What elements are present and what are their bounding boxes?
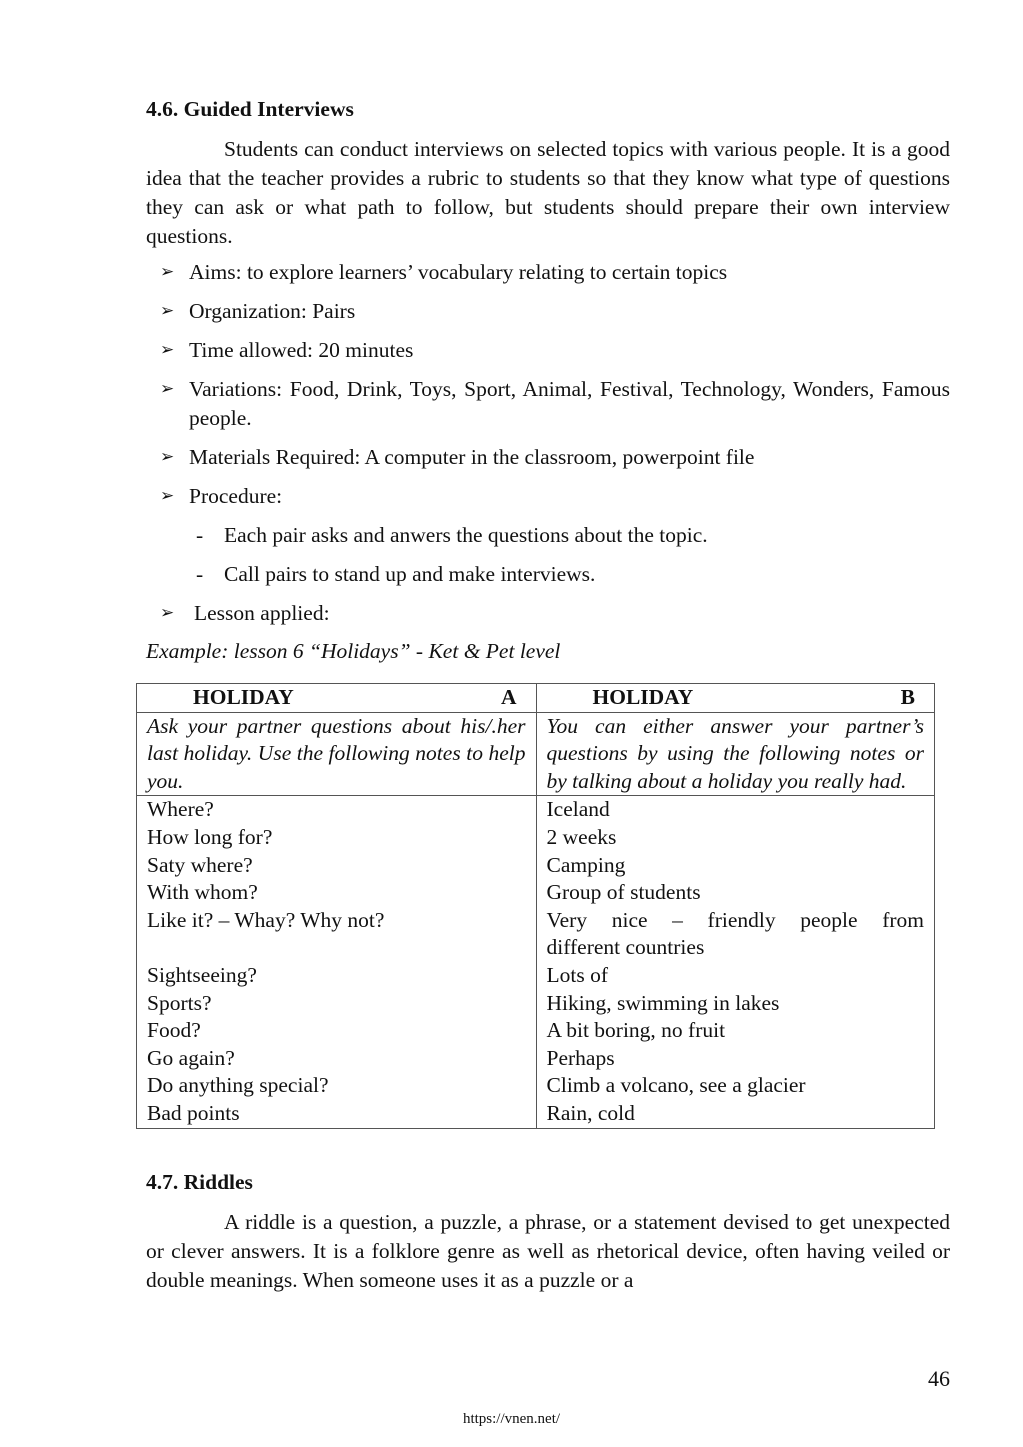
answer-item: Lots of xyxy=(546,962,609,987)
procedure-steps xyxy=(146,521,950,589)
answer-item: Hiking, swimming in lakes xyxy=(546,990,780,1015)
bullet-time: ➢ Time allowed: 20 minutes xyxy=(146,336,950,365)
answer-item: Camping xyxy=(546,852,626,877)
table-instruction-row xyxy=(137,712,935,796)
intro-paragraph: Students can conduct interviews on selected topics with various people. It is a good idea that the teacher provides a rubric to students so that they know what type of questions they can ask or what path to follow, but students should prepare their own interview questions. xyxy=(146,137,950,248)
procedure-step: - Each pair asks and anwers the questions about the topic. xyxy=(196,523,708,547)
arrow-bullet-icon: ➢ xyxy=(160,447,175,467)
section-heading: 4.7. Riddles xyxy=(146,1170,253,1194)
activity-details-list xyxy=(146,258,950,511)
bullet-materials: ➢ Materials Required: A computer in the classroom, powerpoint file xyxy=(146,443,950,472)
answer-item: A bit boring, no fruit xyxy=(546,1018,726,1043)
instruction-a: Ask your partner questions about his/.her last holiday. Use the following notes to help you. xyxy=(137,712,537,796)
riddles-paragraph: A riddle is a question, a puzzle, a phrase, or a statement devised to get unexpected or clever answers. It is a folklore genre as well as rhetorical device, often having veiled or double meanings. When someone uses it as a puzzle or a xyxy=(146,1210,950,1292)
procedure-step: - Call pairs to stand up and make interviews. xyxy=(196,562,596,586)
bullet-variations: ➢ Variations: Food, Drink, Toys, Sport, Animal, Festival, Technology, Wonders, Famous people. xyxy=(160,377,950,430)
question-item: Food? xyxy=(147,1018,201,1043)
answers-cell xyxy=(536,796,935,1128)
section-heading: 4.6. Guided Interviews xyxy=(146,97,354,121)
holiday-table xyxy=(136,683,935,1129)
page-number: 46 xyxy=(928,1366,950,1391)
answer-item: Rain, cold xyxy=(546,1100,635,1125)
question-item: Do anything special? xyxy=(147,1073,329,1098)
table-content-row xyxy=(137,796,935,1128)
example-caption: Example: lesson 6 “Holidays” - Ket & Pet level xyxy=(146,639,561,663)
arrow-bullet-icon: ➢ xyxy=(160,262,175,282)
section-guided-interviews xyxy=(146,95,950,666)
bullet-lesson-applied: ➢ Lesson applied: xyxy=(146,599,950,628)
bullet-organization: ➢ Organization: Pairs xyxy=(146,297,950,326)
question-item: Bad points xyxy=(147,1100,240,1125)
arrow-bullet-icon: ➢ xyxy=(160,379,175,399)
answer-item: different countries xyxy=(546,935,705,960)
answer-item: Climb a volcano, see a glacier xyxy=(546,1073,806,1098)
question-item: With whom? xyxy=(147,880,258,905)
header-cell-b: HOLIDAY B xyxy=(536,684,935,713)
questions-cell xyxy=(137,796,537,1128)
answer-item: Iceland xyxy=(546,797,610,822)
table-header-row xyxy=(137,684,935,713)
question-item: How long for? xyxy=(147,824,273,849)
header-cell-a: HOLIDAY A xyxy=(137,684,537,713)
question-item: Go again? xyxy=(147,1045,235,1070)
question-item: Saty where? xyxy=(147,852,253,877)
question-item: Sightseeing? xyxy=(147,962,257,987)
question-item: Where? xyxy=(147,797,214,822)
answer-item: Very nice – friendly people from xyxy=(546,907,924,932)
arrow-bullet-icon: ➢ xyxy=(160,603,175,623)
arrow-bullet-icon: ➢ xyxy=(160,340,175,360)
answer-item: Group of students xyxy=(546,880,701,905)
instruction-b: You can either answer your partner’s questions by using the following notes or by talking about a holiday you really had. xyxy=(536,712,935,796)
answer-item: 2 weeks xyxy=(546,824,617,849)
bullet-procedure: ➢ Procedure: xyxy=(146,482,950,511)
lesson-applied-list xyxy=(146,599,950,628)
section-riddles xyxy=(146,1168,950,1295)
arrow-bullet-icon: ➢ xyxy=(160,486,175,506)
question-item: Sports? xyxy=(147,990,212,1015)
question-item: Like it? – Whay? Why not? xyxy=(147,907,385,932)
answer-item: Perhaps xyxy=(546,1045,615,1070)
arrow-bullet-icon: ➢ xyxy=(160,301,175,321)
bullet-aims: ➢ Aims: to explore learners’ vocabulary relating to certain topics xyxy=(146,258,950,287)
footer-url: https://vnen.net/ xyxy=(462,1411,561,1427)
